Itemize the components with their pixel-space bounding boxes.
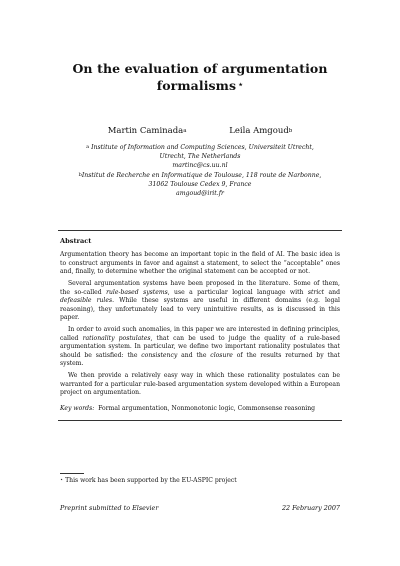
author-name: Martin Caminada <box>107 126 184 136</box>
author-affil-mark: b <box>288 128 293 134</box>
title-text: On the evaluation of argumentation formalisms <box>72 61 328 93</box>
footnote-rule <box>60 473 84 474</box>
emphasis: closure <box>210 351 233 359</box>
abstract-heading: Abstract <box>60 237 92 245</box>
abstract-body <box>60 251 340 401</box>
affiliation-line <box>60 171 340 180</box>
affiliation-line: 31062 Toulouse Cedex 9, France <box>148 181 252 188</box>
text-run: , that can be used to judge the quality of a rule-based argumentation system. In particular, we define two important rationality postulates that should be satisfied: the <box>60 334 341 359</box>
author-affil-mark: a <box>183 128 187 134</box>
emphasis: rule-based systems <box>106 288 168 296</box>
abstract-paragraph-2 <box>60 280 340 323</box>
abstract-paragraph-3 <box>60 326 340 369</box>
abstract-paragraph-4: We then provide a relatively easy way in which these rationality postulates can be warranted for a particular rule-based argumentation system developed within a European project on argumentation. <box>60 372 340 396</box>
emphasis: strict <box>307 288 325 296</box>
emphasis: defeasible rules <box>60 297 113 304</box>
author-2 <box>229 126 292 137</box>
abstract-bottom-rule <box>58 420 342 421</box>
emphasis: rationality postulates <box>82 334 151 342</box>
affiliation-1 <box>60 143 340 170</box>
affiliation-line: Utrecht, The Netherlands <box>159 153 241 160</box>
keywords-text: Formal argumentation, Nonmonotonic logic, Commonsense reasoning <box>98 405 316 412</box>
footer-date: 22 February 2007 <box>281 504 340 512</box>
abstract-paragraph-1: Argumentation theory has become an important topic in the field of AI. The basic idea is to construct arguments in favor and against a statement, to select the “acceptable” ones and, finally, to determine whether the original statement can be accepted or not. <box>60 251 340 275</box>
affiliation-email: martinc@cs.uu.nl <box>172 162 228 169</box>
affiliation-email: amgoud@irit.fr <box>176 190 224 197</box>
page-footer <box>60 504 340 512</box>
abstract-top-rule <box>58 230 342 231</box>
text-run: . While these systems are useful in different domains (e.g. legal reasoning), they unfortunately lead to very unintuitive results, as is discussed in this paper. <box>60 297 341 321</box>
affiliation-line <box>60 143 340 152</box>
text-run: and <box>324 288 340 296</box>
text-run: In order to avoid such anomalies, in this paper we are interested in defining principles, called <box>60 326 340 342</box>
footnote-text: This work has been supported by the EU-ASPIC project <box>65 477 237 484</box>
keywords-line <box>60 405 350 412</box>
affiliation-2 <box>60 171 340 198</box>
paper-title <box>40 60 360 94</box>
footnote-mark: ⋆ <box>60 477 64 483</box>
text-run: , use a particular logical language with <box>167 288 308 296</box>
author-name: Leila Amgoud <box>229 126 289 136</box>
affil-line-text: Institut de Recherche en Informatique de Toulouse, 118 route de Narbonne, <box>81 172 322 179</box>
keywords-label: Key words: <box>60 405 95 412</box>
text-run: of the results returned by that system. <box>60 351 340 367</box>
title-footnote-mark: ⋆ <box>238 79 244 89</box>
author-list <box>0 126 400 137</box>
affil-mark: b <box>78 172 82 178</box>
affil-mark: a <box>86 144 90 150</box>
text-run: Several argumentation systems have been proposed in the literature. Some of them, the so-called <box>60 280 340 296</box>
emphasis: consistency <box>141 351 178 359</box>
text-run: and the <box>177 351 211 359</box>
author-1 <box>108 126 187 137</box>
footnote <box>60 477 237 484</box>
footer-left: Preprint submitted to Elsevier <box>60 504 159 512</box>
affil-line-text: Institute of Information and Computing Sciences, Universiteit Utrecht, <box>91 144 314 151</box>
